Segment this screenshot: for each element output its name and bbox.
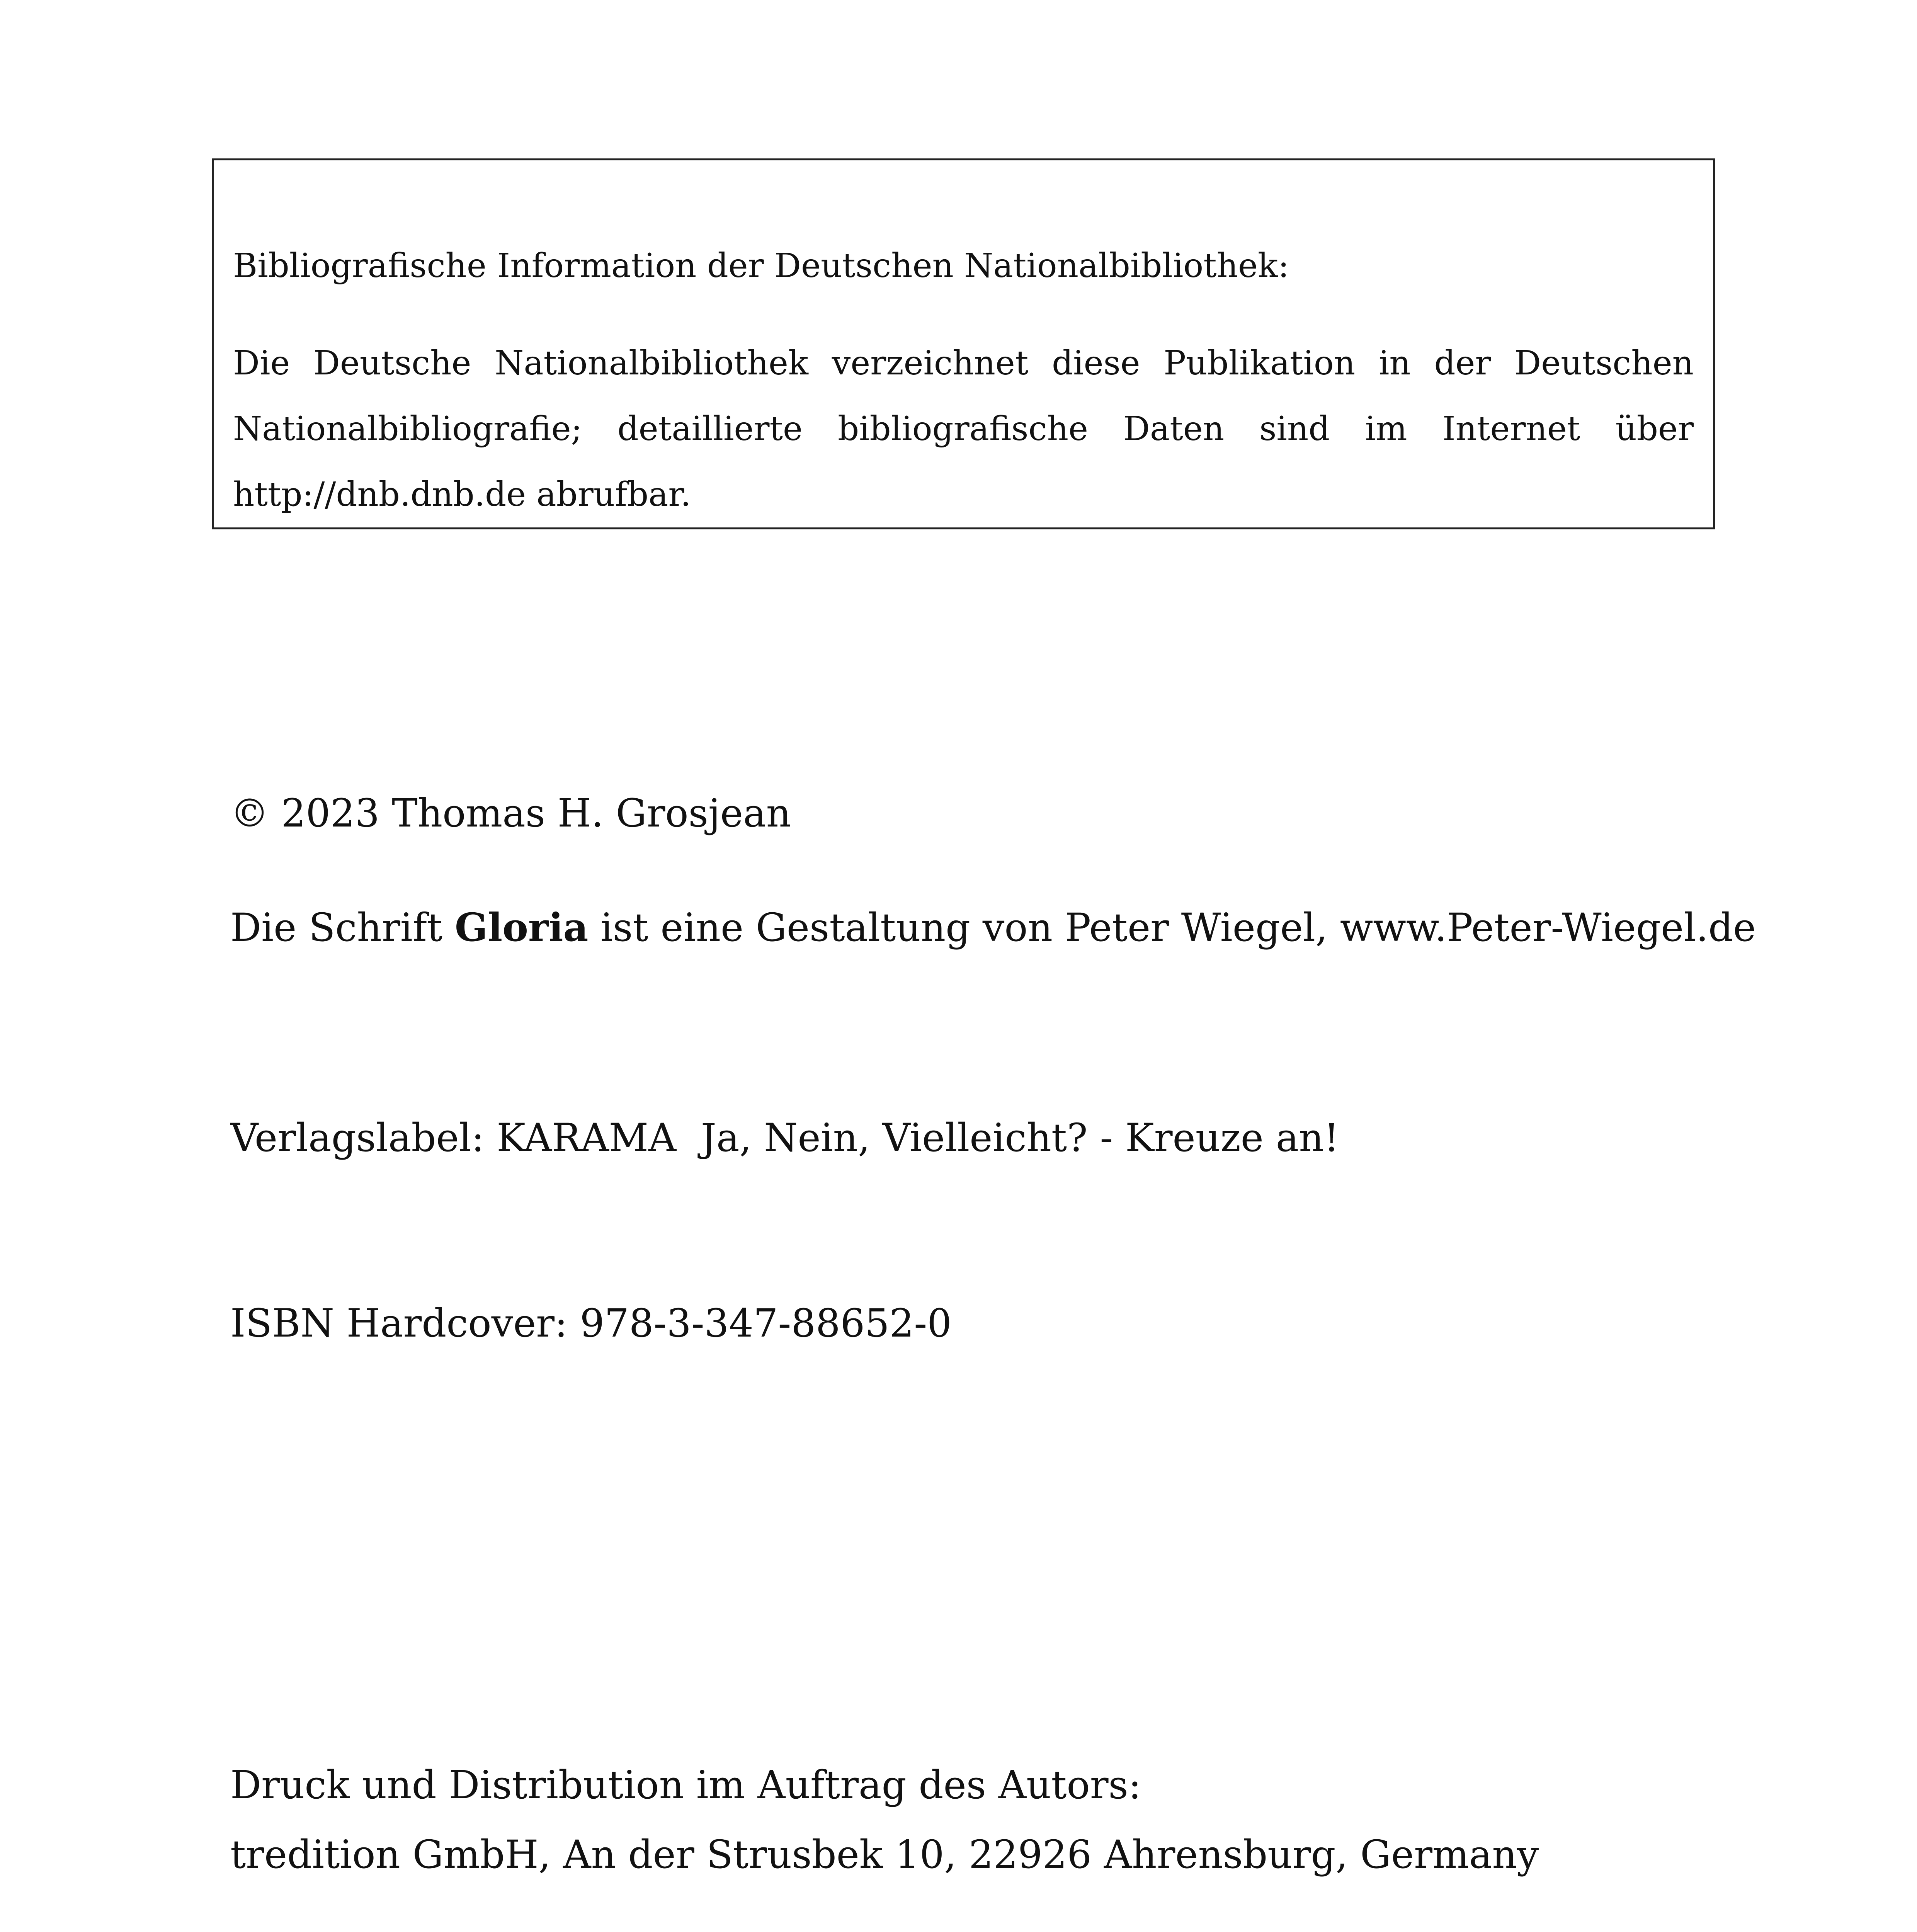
distribution-line-1: Druck und Distribution im Auftrag des Autors: <box>230 1762 1141 1808</box>
publisher-label-line: Verlagslabel: KARAMA Ja, Nein, Vielleicht? - Kreuze an! <box>230 1115 1339 1160</box>
font-credit-line <box>230 902 1756 953</box>
bibliography-box <box>212 158 1715 529</box>
font-credit-after: ist eine Gestaltung von Peter Wiegel, www.Peter-Wiegel.de <box>588 905 1756 950</box>
rights-text <box>230 1928 1699 1932</box>
font-credit-before: Die Schrift <box>230 905 455 950</box>
bibliography-heading: Bibliografische Information der Deutschen Nationalbibliothek: <box>233 247 1289 285</box>
bibliography-text: Die Deutsche Nationalbibliothek verzeichnet diese Publikation in der Deutschen Nationalbibliografie; detaillierte bibliografische Daten sind im Internet über http://dnb.dnb.de abrufbar. <box>233 344 1694 514</box>
copyright-line: © 2023 Thomas H. Grosjean <box>230 791 791 836</box>
distribution-line-2: tredition GmbH, An der Strusbek 10, 22926 Ahrensburg, Germany <box>230 1832 1539 1877</box>
distribution-block <box>230 1750 1699 1889</box>
isbn-line: ISBN Hardcover: 978-3-347-88652-0 <box>230 1301 952 1346</box>
font-credit-font-name: Gloria <box>454 905 589 950</box>
rights-block <box>230 1928 1699 1932</box>
